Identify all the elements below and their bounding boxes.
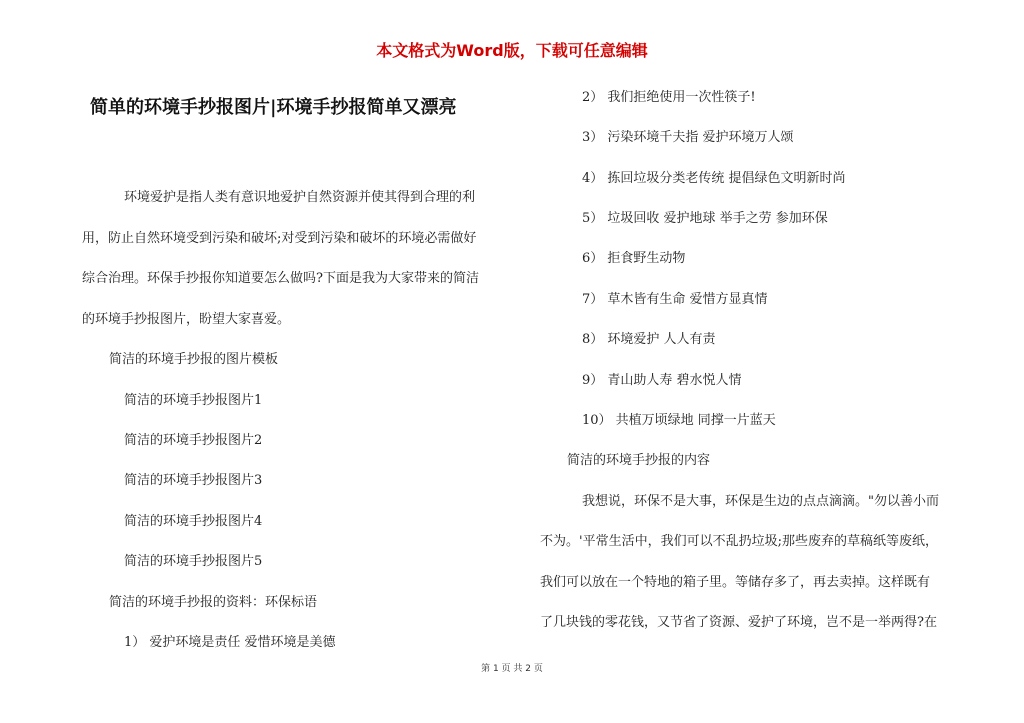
document-title: 简单的环境手抄报图片|环境手抄报简单又漂亮 [90,97,457,118]
slogan-item: 5） 垃圾回收 爱护地球 举手之劳 参加环保 [582,211,828,226]
body-paragraph-line: 的环境手抄报图片，盼望大家喜爱。 [82,312,291,327]
body-paragraph-line: 用，防止自然环境受到污染和破坏;对受到污染和破坏的环境必需做好 [82,231,477,246]
section-heading: 简洁的环境手抄报的图片模板 [109,352,279,367]
slogan-item: 6） 拒食野生动物 [582,251,686,266]
slogan-item: 7） 草木皆有生命 爱惜方显真情 [582,292,768,307]
body-paragraph-line: 不为。'平常生活中，我们可以不乱扔垃圾;那些废弃的草稿纸等废纸， [540,534,938,549]
slogan-item: 4） 拣回垃圾分类老传统 提倡绿色文明新时尚 [582,171,846,186]
slogan-item: 8） 环境爱护 人人有责 [582,332,716,347]
image-caption: 简洁的环境手抄报图片2 [124,433,263,448]
slogan-item: 1） 爱护环境是责任 爱惜环境是美德 [124,635,336,650]
slogan-item: 10） 共植万顷绿地 同撑一片蓝天 [582,413,776,428]
section-heading: 简洁的环境手抄报的资料：环保标语 [109,595,318,610]
body-paragraph-line: 综合治理。环保手抄报你知道要怎么做吗?下面是我为大家带来的简洁 [82,271,479,286]
body-paragraph-line: 环境爱护是指人类有意识地爱护自然资源并使其得到合理的利 [124,190,476,205]
slogan-item: 9） 青山助人寿 碧水悦人情 [582,373,742,388]
body-paragraph-line: 我想说，环保不是大事，环保是生边的点点滴滴。"勿以善小而 [582,494,939,509]
slogan-item: 3） 污染环境千夫指 爱护环境万人颂 [582,130,794,145]
section-heading: 简洁的环境手抄报的内容 [567,453,711,468]
body-paragraph-line: 我们可以放在一个特地的箱子里。等储存多了，再去卖掉。这样既有 [540,575,931,590]
slogan-item: 2） 我们拒绝使用一次性筷子! [582,90,756,105]
page-number: 第 1 页 共 2 页 [481,664,543,674]
edit-notice-banner: 本文格式为Word版，下载可任意编辑 [376,41,648,60]
image-caption: 简洁的环境手抄报图片1 [124,393,263,408]
image-caption: 简洁的环境手抄报图片3 [124,473,263,488]
body-paragraph-line: 了几块钱的零花钱，又节省了资源、爱护了环境，岂不是一举两得?在 [540,615,937,630]
image-caption: 简洁的环境手抄报图片4 [124,514,263,529]
image-caption: 简洁的环境手抄报图片5 [124,554,263,569]
